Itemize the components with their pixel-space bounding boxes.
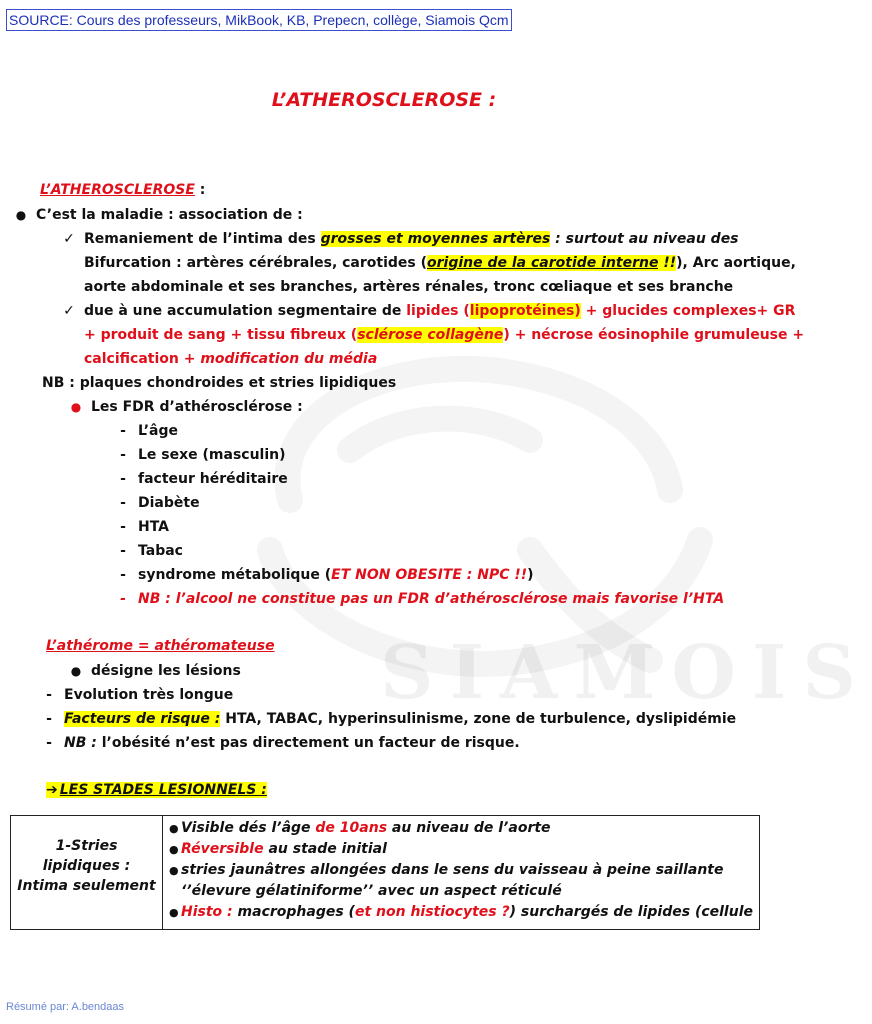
highlight-carotide: origine de la carotide interne [427,255,659,271]
text: Tabac [138,543,183,559]
dash-facteurs: - Facteurs de risque : HTA, TABAC, hyperinsulinisme, zone de turbulence, dyslipidémie [46,711,737,727]
text: au stade initial [263,841,387,857]
text: macrophages ( [232,904,355,920]
text: de 10ans [315,820,388,836]
text: ), Arc aortique, [676,255,796,271]
bullet-icon: ● [169,843,179,856]
checkmark-icon: ✓ [63,303,75,319]
text: l’obésité n’est pas directement un facteur de risque. [96,735,520,751]
text: Bifurcation : artères cérébrales, carotides ( [84,255,428,271]
text: désigne les lésions [91,663,241,679]
table-row [11,816,760,930]
atherome-bullet [70,661,241,681]
text: + glucides complexes+ GR [580,303,796,319]
fdr-item-syndrome: - syndrome métabolique (ET NON OBESITE : NPC !!) [120,567,534,583]
text: ) + nécrose éosinophile grumuleuse + [503,327,805,343]
text: facteur héréditaire [138,471,288,487]
text: ) surchargés de lipides (cellule [509,904,753,920]
bullet-icon: ● [169,906,179,919]
section2-heading: L’athérome = athéromateuse [46,638,275,654]
text: due à une accumulation segmentaire de [84,303,407,319]
text: Réversible [181,841,264,857]
text: calcification + [84,351,201,367]
dash-evolution: - Evolution très longue [46,687,234,703]
source-box: SOURCE: Cours des professeurs, MikBook, KB, Prepecn, collège, Siamois Qcm [6,9,512,31]
definition-text: C’est la maladie : association de : [36,207,303,223]
bullet-icon: ● [15,208,27,222]
stage-subtitle: Intima seulement [17,878,156,894]
fdr-item: - Tabac [120,543,183,559]
checkmark-icon: ✓ [63,231,75,247]
detail-bullet [169,818,753,839]
text: Le sexe (masculin) [138,447,286,463]
fdr-item: - facteur héréditaire [120,471,288,487]
text: et non histiocytes ? [354,904,510,920]
stage-details-cell [163,816,760,930]
watermark-logo-icon [230,300,750,760]
watermark-text: SIAMOIS [380,630,872,716]
text: HTA [138,519,170,535]
page-title: L’ATHEROSCLEROSE : [271,89,497,111]
text: L’âge [138,423,178,439]
text: Remaniement de l’intima des [84,231,321,247]
detail-bullet [169,839,753,860]
text: Histo : [181,904,233,920]
text: lipides ( [406,303,470,319]
text: stries jaunâtres allongées dans le sens du vaisseau à peine saillante [181,862,724,878]
check2-line1 [63,301,796,321]
watermark [230,300,872,760]
bullet-icon: ● [169,864,179,877]
fdr-title: Les FDR d’athérosclérose : [91,399,303,415]
fdr-nb-alcool: - NB : l’alcool ne constitue pas un FDR d’athérosclérose mais favorise l’HTA [120,591,725,607]
fdr-title-line [70,397,303,417]
text: HTA, TABAC, hyperinsulinisme, zone de turbulence, dyslipidémie [220,711,737,727]
stages-table [10,815,760,930]
fdr-item: - Le sexe (masculin) [120,447,286,463]
stades-heading-highlight [46,782,267,798]
detail-bullet [169,902,753,923]
check1-line2 [84,253,796,273]
text: : surtout au niveau des [550,231,739,247]
bullet-icon: ● [70,664,82,678]
text: Evolution très longue [64,687,234,703]
fdr-item: - Diabète [120,495,200,511]
check2-line2 [84,325,804,345]
detail-bullet [169,860,753,881]
highlight-arteres: grosses et moyennes artères [320,231,551,247]
definition-line [15,205,303,225]
text: Diabète [138,495,200,511]
fdr-item: - HTA [120,519,170,535]
text: Visible dés l’âge [181,820,316,836]
fdr-item: - L’âge [120,423,178,439]
bullet-icon: ● [70,400,82,414]
text: + produit de sang + tissu fibreux ( [84,327,358,343]
stage-title: 1-Stries lipidiques : [42,838,131,874]
check1-line3: aorte abdominale et ses branches, artères rénales, tronc cœliaque et ses branche [84,279,734,295]
section1-heading-suffix: : [194,182,206,198]
detail-continuation [169,881,753,902]
section3-heading [46,780,267,800]
text: syndrome métabolique ( [138,567,332,583]
bullet-icon: ● [169,822,179,835]
text: !! [658,255,677,271]
text: ET NON OBESITE : NPC !! [331,567,528,583]
text: NB : l’alcool ne constitue pas un FDR d’athérosclérose mais favorise l’HTA [138,591,725,607]
highlight-facteurs: Facteurs de risque : [64,711,221,727]
text: au niveau de l’aorte [387,820,551,836]
dash-nb-obesite: - NB : l’obésité n’est pas directement un facteur de risque. [46,735,520,751]
arrow-right-icon: ➔ [46,782,58,798]
text: ‘’élevure gélatiniforme’’ avec un aspect réticulé [181,883,562,899]
text: LES STADES LESIONNELS : [59,782,267,798]
section1-heading [40,180,205,200]
highlight-sclerose: sclérose collagène [357,327,504,343]
highlight-lipoproteines: lipoprotéines) [469,303,581,319]
check1-line1 [63,229,739,249]
text: NB : [64,735,97,751]
check2-line3 [84,349,377,369]
nb-plaques: NB : plaques chondroides et stries lipidiques [42,375,397,391]
stage-name-cell [11,816,163,930]
footer-credit: Résumé par: A.bendaas [6,1001,125,1013]
section1-heading-text: L’ATHEROSCLEROSE [40,182,195,198]
text: ) [527,567,534,583]
text: modification du média [200,351,378,367]
